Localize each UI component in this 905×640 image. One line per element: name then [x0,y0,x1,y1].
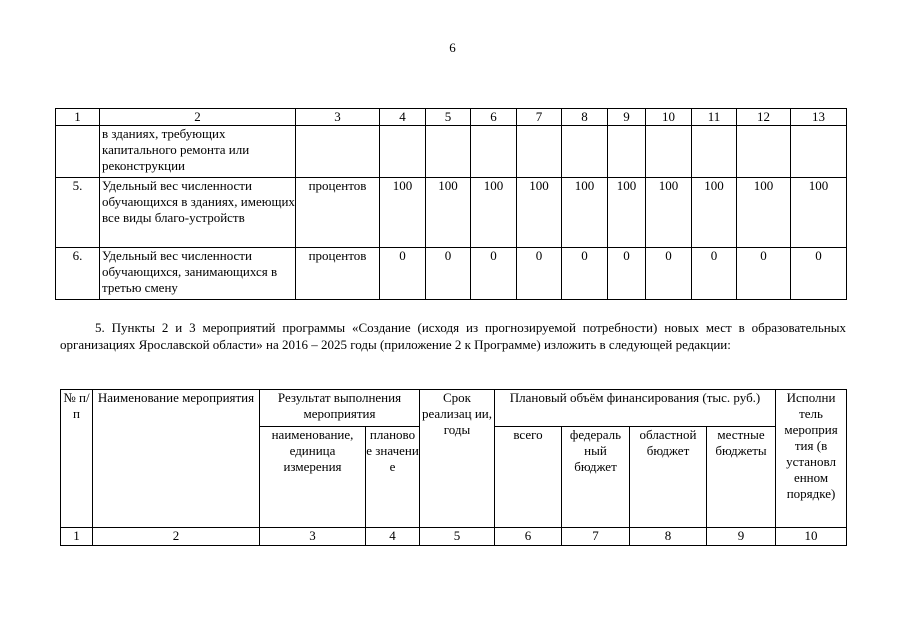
column-number: 6 [495,528,562,546]
column-number: 4 [366,528,420,546]
value-cell: 0 [692,248,737,300]
column-number: 2 [100,109,296,126]
row-name-continuation: в зданиях, требующих капитального ремонта или реконструкции [100,126,296,178]
column-number: 3 [260,528,366,546]
table-row [56,248,847,300]
row-number: 6. [56,248,100,300]
paragraph-text: 5. Пункты 2 и 3 мероприятий программы «Создание (исходя из прогнозируемой потребности) новых мест в образовательных организациях Ярославской области» на 2016 – 2025 годы (приложение 2 к Программе) изложить в следующей редакции: [60,320,846,352]
value-cell: 0 [426,248,471,300]
value-cell: 100 [426,178,471,248]
measures-table [60,389,847,546]
column-number: 12 [737,109,791,126]
column-number: 11 [692,109,737,126]
value-cell: 100 [562,178,608,248]
indicator-name: Удельный вес численности обучающихся в зданиях, имеющих все виды благо-устройств [100,178,296,248]
column-number: 5 [426,109,471,126]
header-measure-name: Наименование мероприятия [93,390,260,528]
value-cell: 100 [471,178,517,248]
header-result-name: наименование, единица измерения [260,427,366,528]
header-result: Результат выполнения мероприятия [260,390,420,427]
value-cell: 100 [380,178,426,248]
indicators-table [55,108,847,300]
page-number: 6 [449,40,456,55]
indicator-name: Удельный вес численности обучающихся, занимающихся в третью смену [100,248,296,300]
column-number: 1 [61,528,93,546]
value-cell: 0 [380,248,426,300]
value-cell: 100 [692,178,737,248]
column-number: 5 [420,528,495,546]
header-term: Срок реализац ии, годы [420,390,495,528]
unit: процентов [296,178,380,248]
column-number: 7 [562,528,630,546]
column-number: 3 [296,109,380,126]
header-regional: областной бюджет [630,427,707,528]
header-total: всего [495,427,562,528]
column-number: 4 [380,109,426,126]
header-result-plan: планово е значени е [366,427,420,528]
table-header-row [56,109,847,126]
table-row [56,178,847,248]
value-cell: 0 [517,248,562,300]
header-federal: федераль ный бюджет [562,427,630,528]
value-cell: 100 [608,178,646,248]
column-number: 1 [56,109,100,126]
row-number: 5. [56,178,100,248]
column-numbers-row [61,528,847,546]
column-number: 13 [791,109,847,126]
value-cell: 0 [471,248,517,300]
header-executor: Исполни тель мероприя тия (в установл енном порядке) [776,390,847,528]
value-cell: 0 [562,248,608,300]
column-number: 10 [776,528,847,546]
column-number: 8 [630,528,707,546]
value-cell: 0 [646,248,692,300]
header-local: местные бюджеты [707,427,776,528]
amendment-paragraph [60,319,846,353]
table-row [56,126,847,178]
column-number: 9 [707,528,776,546]
column-number: 8 [562,109,608,126]
value-cell: 100 [791,178,847,248]
column-number: 2 [93,528,260,546]
value-cell: 100 [517,178,562,248]
header-financing: Плановый объём финансирования (тыс. руб.) [495,390,776,427]
value-cell: 0 [608,248,646,300]
column-number: 6 [471,109,517,126]
header-num: № п/п [61,390,93,528]
column-number: 9 [608,109,646,126]
unit: процентов [296,248,380,300]
column-number: 10 [646,109,692,126]
value-cell: 100 [646,178,692,248]
value-cell: 0 [791,248,847,300]
value-cell: 100 [737,178,791,248]
value-cell: 0 [737,248,791,300]
column-number: 7 [517,109,562,126]
